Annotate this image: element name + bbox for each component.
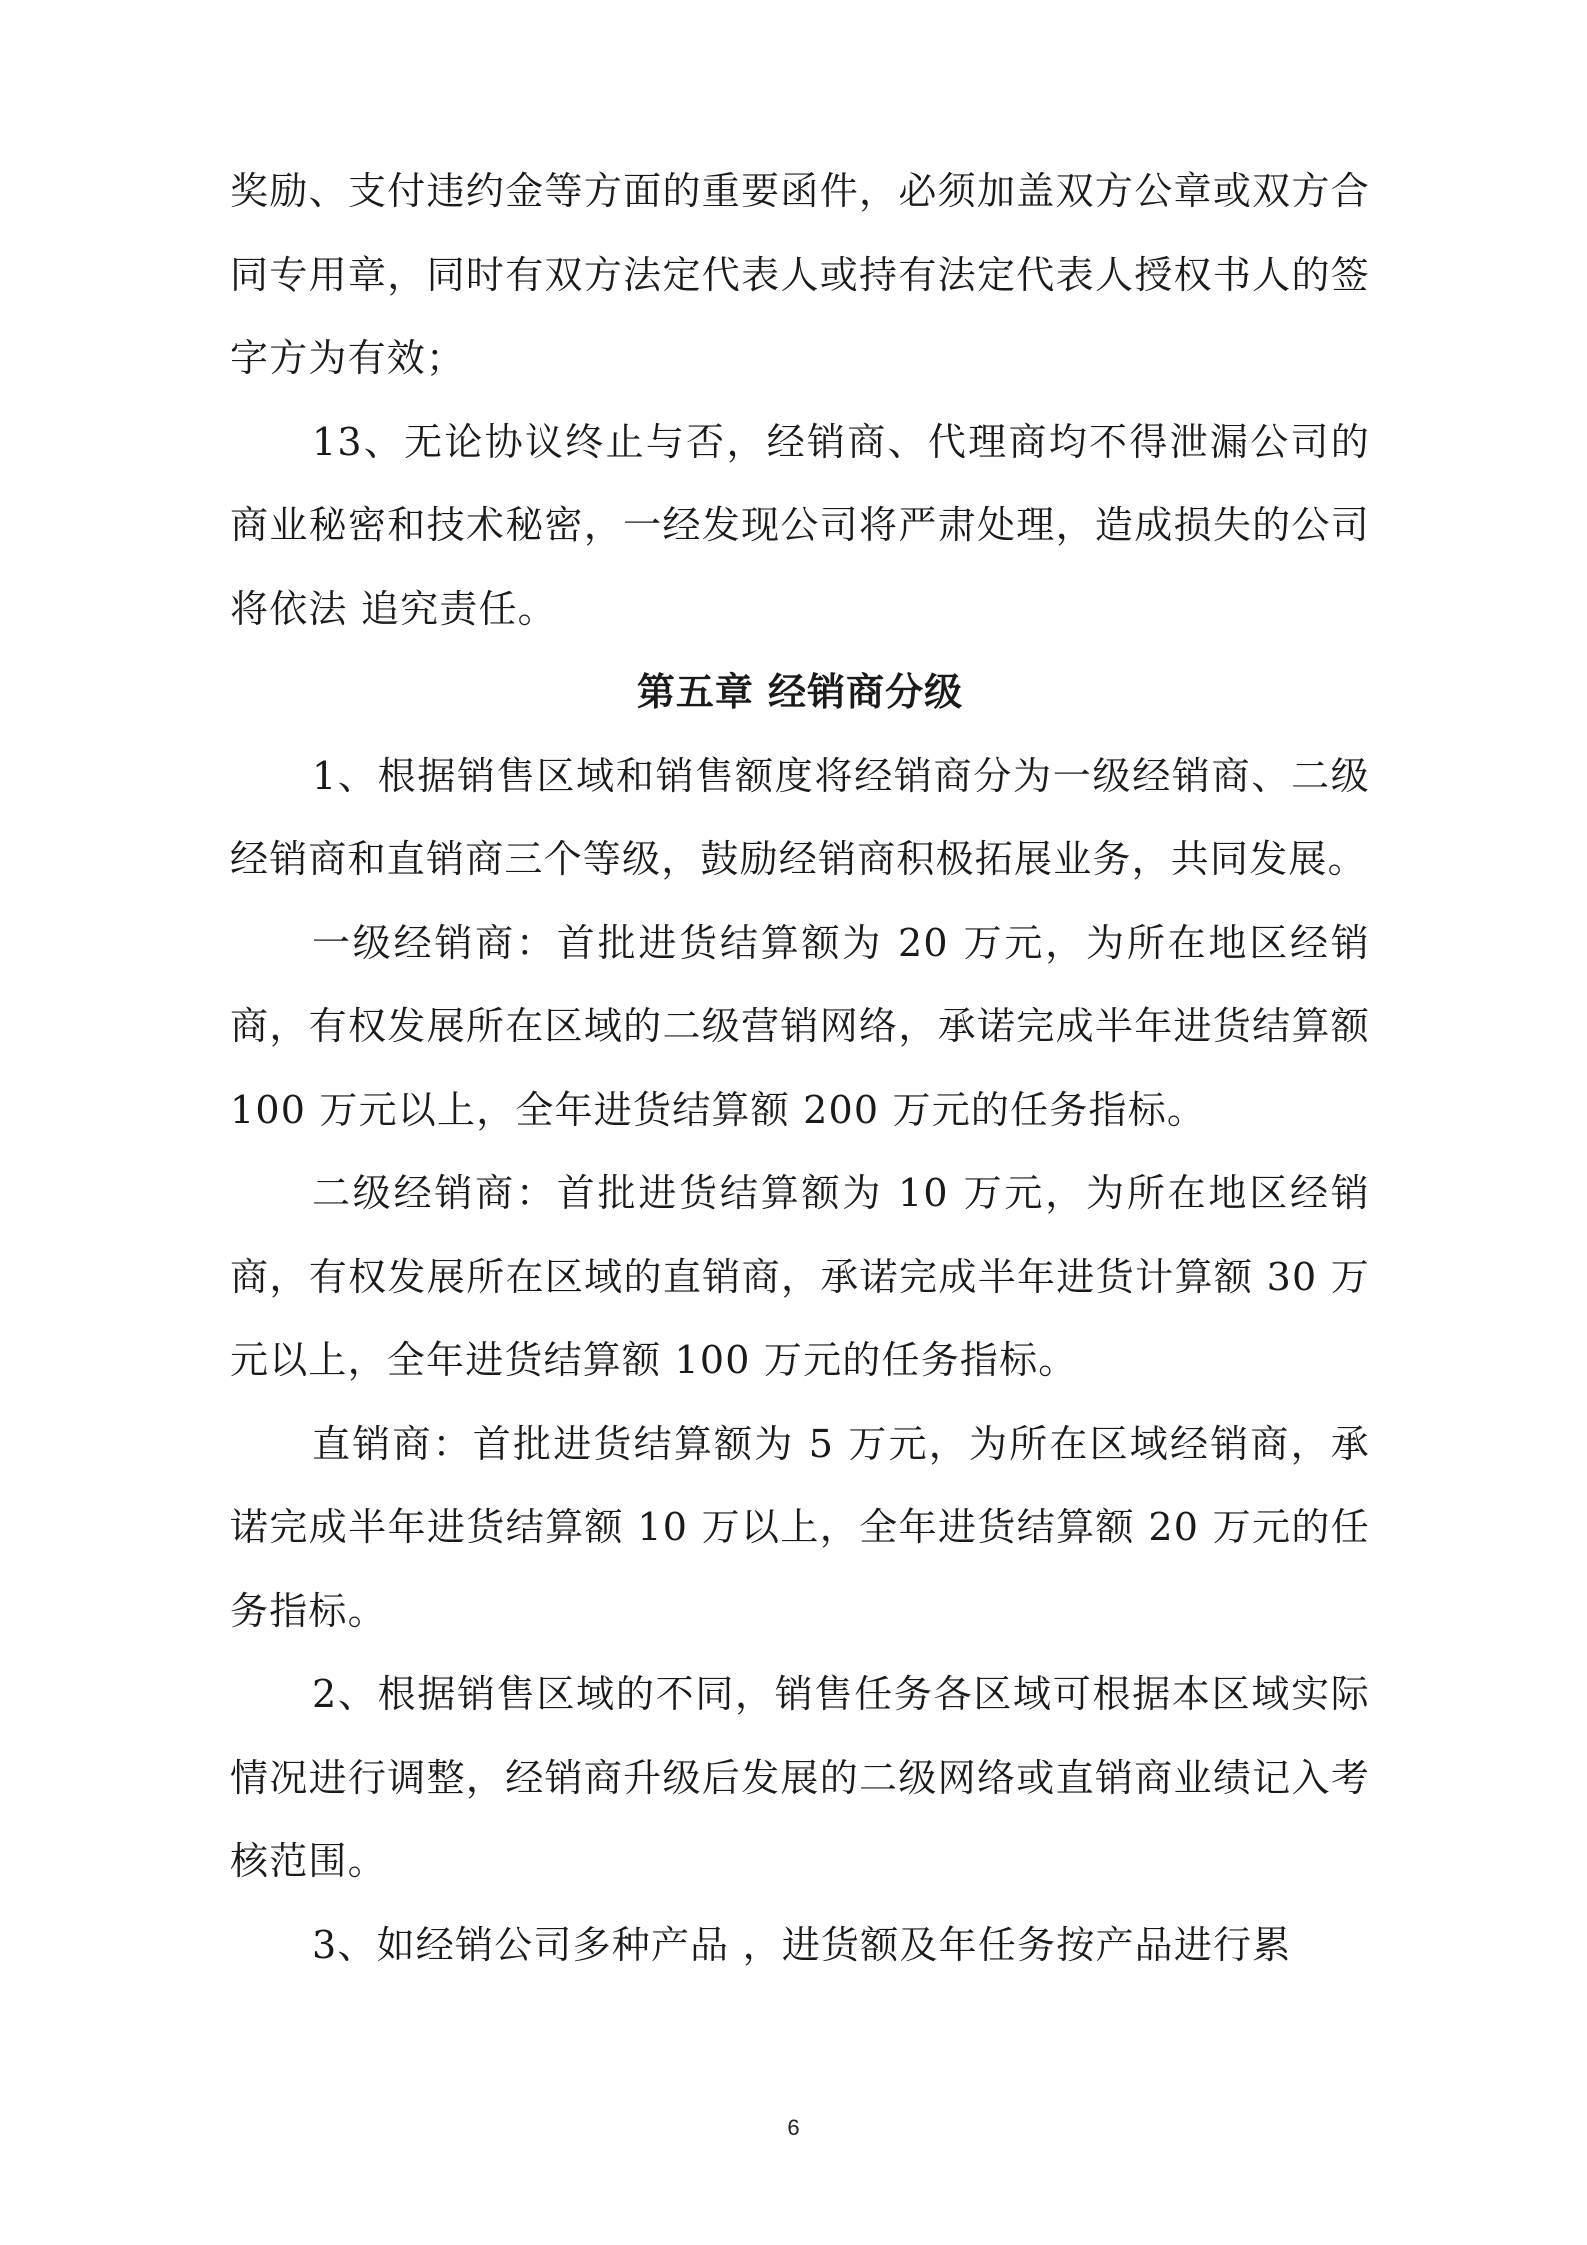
paragraph-grading-rule-1: 1、根据销售区域和销售额度将经销商分为一级经销商、二级经销商和直销商三个等级，鼓励经销商积极拓展业务，共同发展。 <box>230 753 1370 881</box>
paragraph-grading-rule-2: 2、根据销售区域的不同，销售任务各区域可根据本区域实际情况进行调整，经销商升级后发展的二级网络或直销商业绩记入考核范围。 <box>230 1672 1370 1883</box>
chapter-title: 第五章 经销商分级 <box>636 670 964 714</box>
paragraph-grading-rule-3: 3、如经销公司多种产品 ，进货额及年任务按产品进行累 <box>312 1922 1292 1967</box>
paragraph-clause-13: 13、无论协议终止与否，经销商、代理商均不得泄漏公司的商业秘密和技术秘密，一经发现公司将严肃处理，造成损失的公司将依法 追究责任。 <box>230 419 1370 631</box>
paragraph-clause-12-continuation: 奖励、支付违约金等方面的重要函件，必须加盖双方公章或双方合同专用章，同时有双方法定代表人或持有法定代表人授权书人的签字方为有效； <box>230 169 1370 380</box>
paragraph-level-2-dealer: 二级经销商：首批进货结算额为 10 万元，为所在地区经销商，有权发展所在区域的直销商，承诺完成半年进货计算额 30 万元以上，全年进货结算额 100 万元的任务指标。 <box>230 1171 1370 1382</box>
paragraph-level-1-dealer: 一级经销商：首批进货结算额为 20 万元，为所在地区经销商，有权发展所在区域的二级营销网络，承诺完成半年进货结算额 100 万元以上，全年进货结算额 200 万元的任务指标。 <box>230 920 1370 1132</box>
page-number: 6 <box>787 2115 800 2140</box>
paragraph-direct-seller: 直销商：首批进货结算额为 5 万元，为所在区域经销商，承诺完成半年进货结算额 10 万以上，全年进货结算额 20 万元的任务指标。 <box>230 1421 1370 1633</box>
document-page <box>230 150 1370 1987</box>
